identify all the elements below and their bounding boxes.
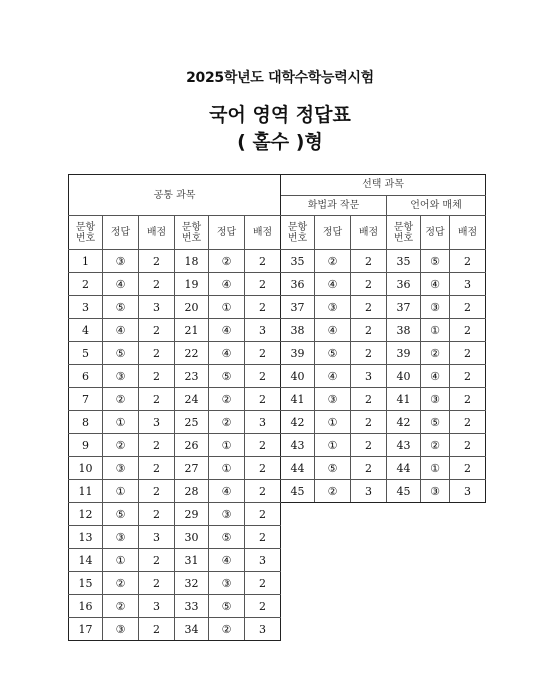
common-question-number: 20 [175,296,209,319]
table-row [69,549,486,572]
common-points: 2 [245,526,281,549]
common-answer: ③ [103,250,139,273]
common-points: 3 [139,296,175,319]
common-points: 2 [245,457,281,480]
common-points: 2 [139,319,175,342]
language-media-points: 2 [450,296,486,319]
exam-form-type: ( 홀수 )형 [237,131,323,153]
table-row [69,595,486,618]
language-media-question-number: 37 [387,296,421,319]
common-answer: ② [209,388,245,411]
common-question-number: 4 [69,319,103,342]
common-points: 2 [245,480,281,503]
common-question-number: 3 [69,296,103,319]
language-media-question-number: 35 [387,250,421,273]
common-answer: ② [103,388,139,411]
table-row [69,365,486,388]
table-row [69,480,486,503]
common-answer: ⑤ [209,365,245,388]
common-question-number: 29 [175,503,209,526]
language-media-question-number: 41 [387,388,421,411]
common-points: 2 [139,365,175,388]
speech-writing-points: 2 [351,411,387,434]
common-question-number: 33 [175,595,209,618]
common-question-number: 2 [69,273,103,296]
common-answer: ③ [209,572,245,595]
common-points: 2 [139,388,175,411]
common-points: 2 [245,503,281,526]
common-points: 2 [139,480,175,503]
common-question-number: 31 [175,549,209,572]
language-media-answer: ④ [421,273,450,296]
language-media-points: 2 [450,342,486,365]
common-answer: ② [209,618,245,641]
common-points: 3 [245,411,281,434]
speech-writing-question-number: 36 [281,273,315,296]
language-media-question-number: 38 [387,319,421,342]
common-question-number: 19 [175,273,209,296]
answer-header: 정답 [421,216,450,250]
table-row [69,411,486,434]
table-row [69,296,486,319]
speech-writing-answer: ① [315,434,351,457]
document-title: 국어 영역 정답표 [209,104,351,126]
common-answer: ① [209,434,245,457]
common-answer: ① [209,457,245,480]
table-row [69,342,486,365]
common-question-number: 6 [69,365,103,388]
common-question-number: 28 [175,480,209,503]
common-question-number: 15 [69,572,103,595]
common-question-number: 1 [69,250,103,273]
common-question-number: 25 [175,411,209,434]
language-media-question-number: 45 [387,480,421,503]
speech-writing-answer: ③ [315,296,351,319]
common-answer: ④ [209,342,245,365]
speech-writing-question-number: 45 [281,480,315,503]
common-answer: ⑤ [103,503,139,526]
common-question-number: 26 [175,434,209,457]
common-question-number: 32 [175,572,209,595]
common-answer: ③ [103,365,139,388]
common-question-number: 22 [175,342,209,365]
common-points: 2 [245,572,281,595]
common-question-number: 24 [175,388,209,411]
table-row [69,250,486,273]
common-question-number: 5 [69,342,103,365]
language-media-answer: ⑤ [421,411,450,434]
common-answer: ⑤ [103,296,139,319]
table-row [69,273,486,296]
table-row [69,434,486,457]
language-media-points: 3 [450,273,486,296]
common-points: 2 [245,342,281,365]
elective-speech-writing-header: 화법과 작문 [281,195,387,216]
speech-writing-answer: ② [315,250,351,273]
common-question-number: 27 [175,457,209,480]
common-points: 2 [139,457,175,480]
common-points: 2 [139,434,175,457]
common-points: 2 [139,250,175,273]
table-row [69,503,486,526]
language-media-answer: ① [421,319,450,342]
table-row [69,319,486,342]
answer-header: 정답 [209,216,245,250]
question-number-header: 문항 번호 [175,216,209,250]
language-media-points: 2 [450,457,486,480]
language-media-answer: ② [421,342,450,365]
common-question-number: 34 [175,618,209,641]
language-media-question-number: 43 [387,434,421,457]
language-media-points: 2 [450,319,486,342]
common-answer: ① [103,549,139,572]
common-question-number: 11 [69,480,103,503]
common-question-number: 18 [175,250,209,273]
language-media-points: 2 [450,250,486,273]
language-media-answer: ③ [421,480,450,503]
exam-title: 2025학년도 대학수학능력시험 [186,70,374,86]
speech-writing-points: 2 [351,342,387,365]
common-points: 2 [245,434,281,457]
speech-writing-points: 3 [351,480,387,503]
common-answer: ⑤ [209,595,245,618]
speech-writing-answer: ④ [315,365,351,388]
common-points: 2 [245,250,281,273]
common-answer: ③ [103,526,139,549]
points-header: 배점 [351,216,387,250]
speech-writing-question-number: 37 [281,296,315,319]
speech-writing-points: 2 [351,457,387,480]
common-points: 2 [245,296,281,319]
common-question-number: 14 [69,549,103,572]
common-points: 2 [245,595,281,618]
answer-header: 정답 [103,216,139,250]
language-media-points: 2 [450,365,486,388]
common-points: 2 [139,342,175,365]
common-points: 2 [139,273,175,296]
elective-language-media-header: 언어와 매체 [387,195,486,216]
common-answer: ③ [103,618,139,641]
speech-writing-points: 2 [351,319,387,342]
common-question-number: 13 [69,526,103,549]
speech-writing-points: 2 [351,434,387,457]
speech-writing-points: 2 [351,273,387,296]
table-row [69,572,486,595]
speech-writing-question-number: 44 [281,457,315,480]
common-answer: ⑤ [209,526,245,549]
speech-writing-question-number: 42 [281,411,315,434]
empty-space [281,549,486,572]
points-header: 배점 [450,216,486,250]
common-points: 2 [245,388,281,411]
speech-writing-answer: ⑤ [315,457,351,480]
empty-space [281,572,486,595]
common-answer: ① [209,296,245,319]
common-answer: ② [209,250,245,273]
language-media-answer: ③ [421,388,450,411]
common-answer: ② [103,572,139,595]
common-answer: ④ [103,273,139,296]
common-question-number: 7 [69,388,103,411]
points-header: 배점 [245,216,281,250]
common-answer: ② [103,434,139,457]
common-question-number: 17 [69,618,103,641]
common-answer: ① [103,411,139,434]
common-question-number: 9 [69,434,103,457]
common-answer: ③ [209,503,245,526]
common-points: 3 [245,549,281,572]
language-media-question-number: 42 [387,411,421,434]
language-media-points: 2 [450,411,486,434]
language-media-answer: ① [421,457,450,480]
common-answer: ② [103,595,139,618]
language-media-points: 2 [450,388,486,411]
speech-writing-question-number: 41 [281,388,315,411]
language-media-points: 3 [450,480,486,503]
speech-writing-answer: ① [315,411,351,434]
common-answer: ④ [209,319,245,342]
common-answer: ④ [103,319,139,342]
table-row [69,457,486,480]
speech-writing-points: 2 [351,296,387,319]
common-answer: ④ [209,549,245,572]
table-row [69,526,486,549]
language-media-question-number: 40 [387,365,421,388]
empty-space [281,595,486,618]
language-media-answer: ⑤ [421,250,450,273]
speech-writing-answer: ⑤ [315,342,351,365]
common-subject-header: 공통 과목 [69,175,281,216]
common-answer: ② [209,411,245,434]
speech-writing-points: 3 [351,365,387,388]
common-points: 3 [139,411,175,434]
common-points: 2 [139,572,175,595]
common-points: 2 [245,365,281,388]
speech-writing-question-number: 38 [281,319,315,342]
common-points: 2 [245,273,281,296]
empty-space [281,618,486,641]
language-media-points: 2 [450,434,486,457]
answer-header: 정답 [315,216,351,250]
common-points: 3 [139,526,175,549]
speech-writing-points: 2 [351,250,387,273]
common-question-number: 23 [175,365,209,388]
common-points: 3 [245,319,281,342]
common-points: 2 [139,549,175,572]
table-row [69,388,486,411]
question-number-header: 문항 번호 [69,216,103,250]
language-media-answer: ④ [421,365,450,388]
speech-writing-question-number: 43 [281,434,315,457]
language-media-question-number: 36 [387,273,421,296]
common-question-number: 30 [175,526,209,549]
empty-space [281,503,486,526]
speech-writing-question-number: 40 [281,365,315,388]
question-number-header: 문항 번호 [281,216,315,250]
common-question-number: 21 [175,319,209,342]
answer-key-table [68,174,486,641]
language-media-answer: ② [421,434,450,457]
question-number-header: 문항 번호 [387,216,421,250]
speech-writing-answer: ④ [315,273,351,296]
common-question-number: 12 [69,503,103,526]
language-media-question-number: 39 [387,342,421,365]
speech-writing-points: 2 [351,388,387,411]
common-question-number: 8 [69,411,103,434]
speech-writing-answer: ② [315,480,351,503]
elective-subject-header: 선택 과목 [281,175,486,196]
common-question-number: 16 [69,595,103,618]
empty-space [281,526,486,549]
common-answer: ③ [103,457,139,480]
common-answer: ④ [209,273,245,296]
common-points: 3 [139,595,175,618]
speech-writing-question-number: 39 [281,342,315,365]
common-answer: ① [103,480,139,503]
language-media-answer: ③ [421,296,450,319]
language-media-question-number: 44 [387,457,421,480]
common-points: 2 [139,618,175,641]
common-question-number: 10 [69,457,103,480]
common-answer: ④ [209,480,245,503]
speech-writing-answer: ④ [315,319,351,342]
speech-writing-question-number: 35 [281,250,315,273]
speech-writing-answer: ③ [315,388,351,411]
common-points: 2 [139,503,175,526]
table-row [69,618,486,641]
points-header: 배점 [139,216,175,250]
common-answer: ⑤ [103,342,139,365]
common-points: 3 [245,618,281,641]
